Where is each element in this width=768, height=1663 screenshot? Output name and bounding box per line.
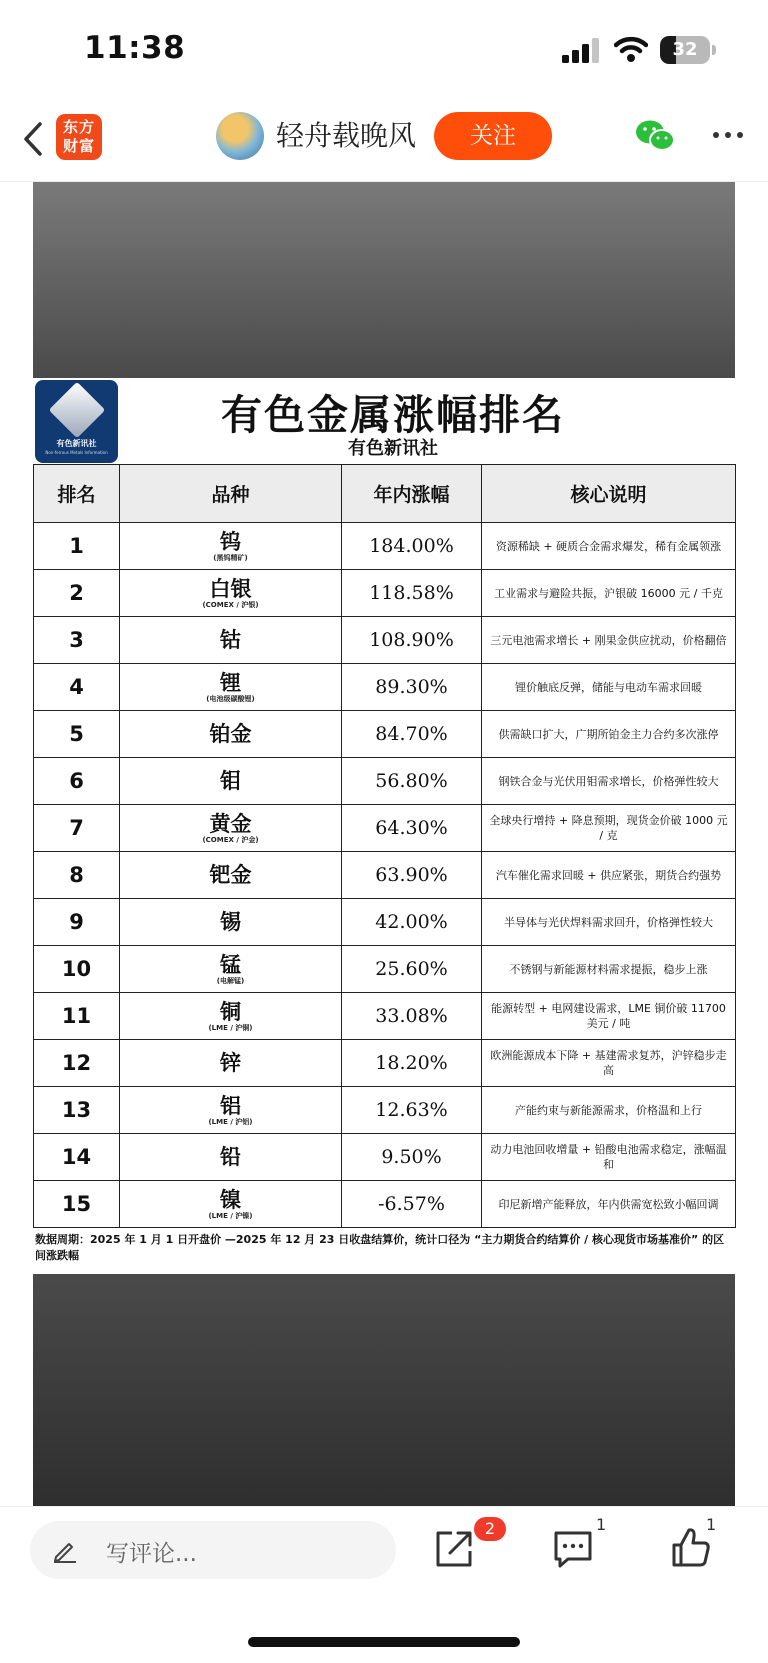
rank-cell: 1 xyxy=(34,523,120,570)
rank-cell: 3 xyxy=(34,617,120,664)
publisher-logo-en: Non-ferrous Metals Information xyxy=(45,450,108,455)
header-description: 核心说明 xyxy=(482,465,736,523)
gain-cell: 42.00% xyxy=(342,899,482,946)
table-row xyxy=(34,805,736,852)
comment-icon[interactable] xyxy=(552,1529,594,1569)
ranking-poster xyxy=(33,378,735,1274)
metal-name: 锂 xyxy=(220,670,241,695)
metal-cell xyxy=(120,570,342,617)
metal-name: 铅 xyxy=(220,1145,241,1169)
table-row xyxy=(34,946,736,993)
metal-name: 钼 xyxy=(220,769,241,793)
description-cell: 产能约束与新能源需求，价格温和上行 xyxy=(482,1087,736,1134)
gain-cell: 12.63% xyxy=(342,1087,482,1134)
table-row xyxy=(34,899,736,946)
gain-cell: 25.60% xyxy=(342,946,482,993)
gain-cell: 184.00% xyxy=(342,523,482,570)
table-row xyxy=(34,711,736,758)
metal-name: 铝 xyxy=(220,1093,241,1118)
metal-name: 钨 xyxy=(220,529,241,554)
metal-note: (COMEX / 沪金) xyxy=(202,835,259,844)
metal-cell xyxy=(120,617,342,664)
cellular-signal-icon xyxy=(560,36,602,64)
rank-cell: 2 xyxy=(34,570,120,617)
metal-cell xyxy=(120,899,342,946)
table-row xyxy=(34,852,736,899)
metal-note: (LME / 沪铝) xyxy=(208,1117,253,1126)
header-rank: 排名 xyxy=(34,465,120,523)
poster-title: 有色金属涨幅排名 xyxy=(221,391,565,439)
rank-cell: 11 xyxy=(34,993,120,1040)
metal-cell xyxy=(120,993,342,1040)
like-count: 1 xyxy=(706,1515,717,1534)
description-cell: 供需缺口扩大，广期所铂金主力合约多次涨停 xyxy=(482,711,736,758)
top-nav-bar xyxy=(0,100,768,182)
comment-input[interactable] xyxy=(30,1521,396,1579)
bottom-action-bar xyxy=(0,1506,768,1663)
metal-name: 锌 xyxy=(220,1051,241,1075)
metal-cell xyxy=(120,1134,342,1181)
rank-cell: 12 xyxy=(34,1040,120,1087)
metal-name: 钴 xyxy=(220,628,241,652)
header-metal: 品种 xyxy=(120,465,342,523)
metal-cell xyxy=(120,664,342,711)
metal-name: 铂金 xyxy=(209,722,252,746)
metal-cell xyxy=(120,852,342,899)
gain-cell: 118.58% xyxy=(342,570,482,617)
metal-cell xyxy=(120,523,342,570)
metal-cell xyxy=(120,711,342,758)
status-time: 11:38 xyxy=(84,30,186,66)
metal-note: (电池级碳酸锂) xyxy=(206,694,255,703)
rank-cell: 9 xyxy=(34,899,120,946)
wechat-share-icon[interactable] xyxy=(634,118,676,154)
rank-cell: 6 xyxy=(34,758,120,805)
gain-cell: 108.90% xyxy=(342,617,482,664)
rank-cell: 7 xyxy=(34,805,120,852)
app-logo[interactable]: 东方财富 xyxy=(56,114,102,160)
comment-placeholder: 写评论... xyxy=(106,1541,197,1567)
description-cell: 能源转型 + 电网建设需求，LME 铜价破 11700 美元 / 吨 xyxy=(482,993,736,1040)
gain-cell: 84.70% xyxy=(342,711,482,758)
metal-name: 黄金 xyxy=(209,811,252,836)
table-row xyxy=(34,664,736,711)
pencil-icon xyxy=(52,1537,78,1563)
battery-icon xyxy=(660,36,716,64)
status-bar xyxy=(0,0,768,100)
table-row xyxy=(34,1181,736,1228)
description-cell: 不锈钢与新能源材料需求提振，稳步上涨 xyxy=(482,946,736,993)
header-gain: 年内涨幅 xyxy=(342,465,482,523)
description-cell: 钢铁合金与光伏用钼需求增长，价格弹性较大 xyxy=(482,758,736,805)
more-options-icon[interactable] xyxy=(708,120,748,150)
description-cell: 锂价触底反弹，储能与电动车需求回暖 xyxy=(482,664,736,711)
metal-cell xyxy=(120,946,342,993)
publisher-logo xyxy=(35,380,118,463)
image-dark-bottom xyxy=(33,1274,735,1506)
metal-cell xyxy=(120,805,342,852)
poster-subtitle: 有色新讯社 xyxy=(348,438,438,459)
article-image[interactable] xyxy=(33,182,735,1506)
gain-cell: 9.50% xyxy=(342,1134,482,1181)
metal-note: (LME / 沪铜) xyxy=(208,1023,253,1032)
table-row xyxy=(34,993,736,1040)
battery-level: 32 xyxy=(672,39,698,60)
metal-note: (LME / 沪镍) xyxy=(208,1211,253,1220)
metal-name: 铜 xyxy=(220,999,241,1024)
description-cell: 工业需求与避险共振，沪银破 16000 元 / 千克 xyxy=(482,570,736,617)
metal-name: 钯金 xyxy=(209,863,252,887)
description-cell: 汽车催化需求回暖 + 供应紧张，期货合约强势 xyxy=(482,852,736,899)
wifi-icon xyxy=(614,34,648,64)
table-row xyxy=(34,758,736,805)
table-header-row xyxy=(34,465,736,523)
gain-cell: 64.30% xyxy=(342,805,482,852)
gain-cell: 56.80% xyxy=(342,758,482,805)
rank-cell: 15 xyxy=(34,1181,120,1228)
table-row xyxy=(34,1040,736,1087)
description-cell: 欧洲能源成本下降 + 基建需求复苏，沪锌稳步走高 xyxy=(482,1040,736,1087)
metal-name: 锡 xyxy=(220,910,241,934)
rank-cell: 14 xyxy=(34,1134,120,1181)
description-cell: 半导体与光伏焊料需求回升，价格弹性较大 xyxy=(482,899,736,946)
description-cell: 资源稀缺 + 硬质合金需求爆发，稀有金属领涨 xyxy=(482,523,736,570)
publisher-logo-name: 有色新讯社 xyxy=(56,439,97,448)
metal-name: 锰 xyxy=(220,952,241,977)
comment-count: 1 xyxy=(596,1515,607,1534)
metal-cell xyxy=(120,1181,342,1228)
metal-cell xyxy=(120,1087,342,1134)
table-row xyxy=(34,617,736,664)
data-period-footnote: 数据周期：2025 年 1 月 1 日开盘价 —2025 年 12 月 23 日收盘结算价，统计口径为 “主力期货合约结算价 / 核心现货市场基准价” 的区间涨跌幅 xyxy=(35,1233,725,1262)
description-cell: 动力电池回收增量 + 铅酸电池需求稳定，涨幅温和 xyxy=(482,1134,736,1181)
rank-cell: 5 xyxy=(34,711,120,758)
share-count-badge: 2 xyxy=(474,1517,506,1541)
metal-cell xyxy=(120,758,342,805)
metal-name: 白银 xyxy=(209,576,252,601)
ranking-table xyxy=(33,464,736,1228)
table-row xyxy=(34,523,736,570)
back-icon[interactable] xyxy=(18,118,48,160)
table-row xyxy=(34,1087,736,1134)
rank-cell: 4 xyxy=(34,664,120,711)
gain-cell: 63.90% xyxy=(342,852,482,899)
metal-cell xyxy=(120,1040,342,1087)
author-avatar[interactable] xyxy=(216,112,264,160)
gain-cell: 18.20% xyxy=(342,1040,482,1087)
description-cell: 三元电池需求增长 + 刚果金供应扰动，价格翻倍 xyxy=(482,617,736,664)
metal-name: 镍 xyxy=(220,1187,241,1212)
gain-cell: 33.08% xyxy=(342,993,482,1040)
description-cell: 全球央行增持 + 降息预期，现货金价破 1000 元 / 克 xyxy=(482,805,736,852)
rank-cell: 10 xyxy=(34,946,120,993)
home-indicator xyxy=(248,1637,520,1647)
gain-cell: -6.57% xyxy=(342,1181,482,1228)
table-row xyxy=(34,1134,736,1181)
metal-note: (黑钨精矿) xyxy=(213,553,248,562)
author-name[interactable]: 轻舟载晚风 xyxy=(276,119,417,152)
share-icon[interactable] xyxy=(432,1527,476,1571)
follow-button[interactable]: 关注 xyxy=(434,112,552,160)
metal-note: (COMEX / 沪银) xyxy=(202,600,259,609)
description-cell: 印尼新增产能释放，年内供需宽松致小幅回调 xyxy=(482,1181,736,1228)
table-row xyxy=(34,570,736,617)
gain-cell: 89.30% xyxy=(342,664,482,711)
rank-cell: 13 xyxy=(34,1087,120,1134)
rank-cell: 8 xyxy=(34,852,120,899)
metal-note: (电解锰) xyxy=(216,976,245,985)
image-dark-top xyxy=(33,182,735,378)
